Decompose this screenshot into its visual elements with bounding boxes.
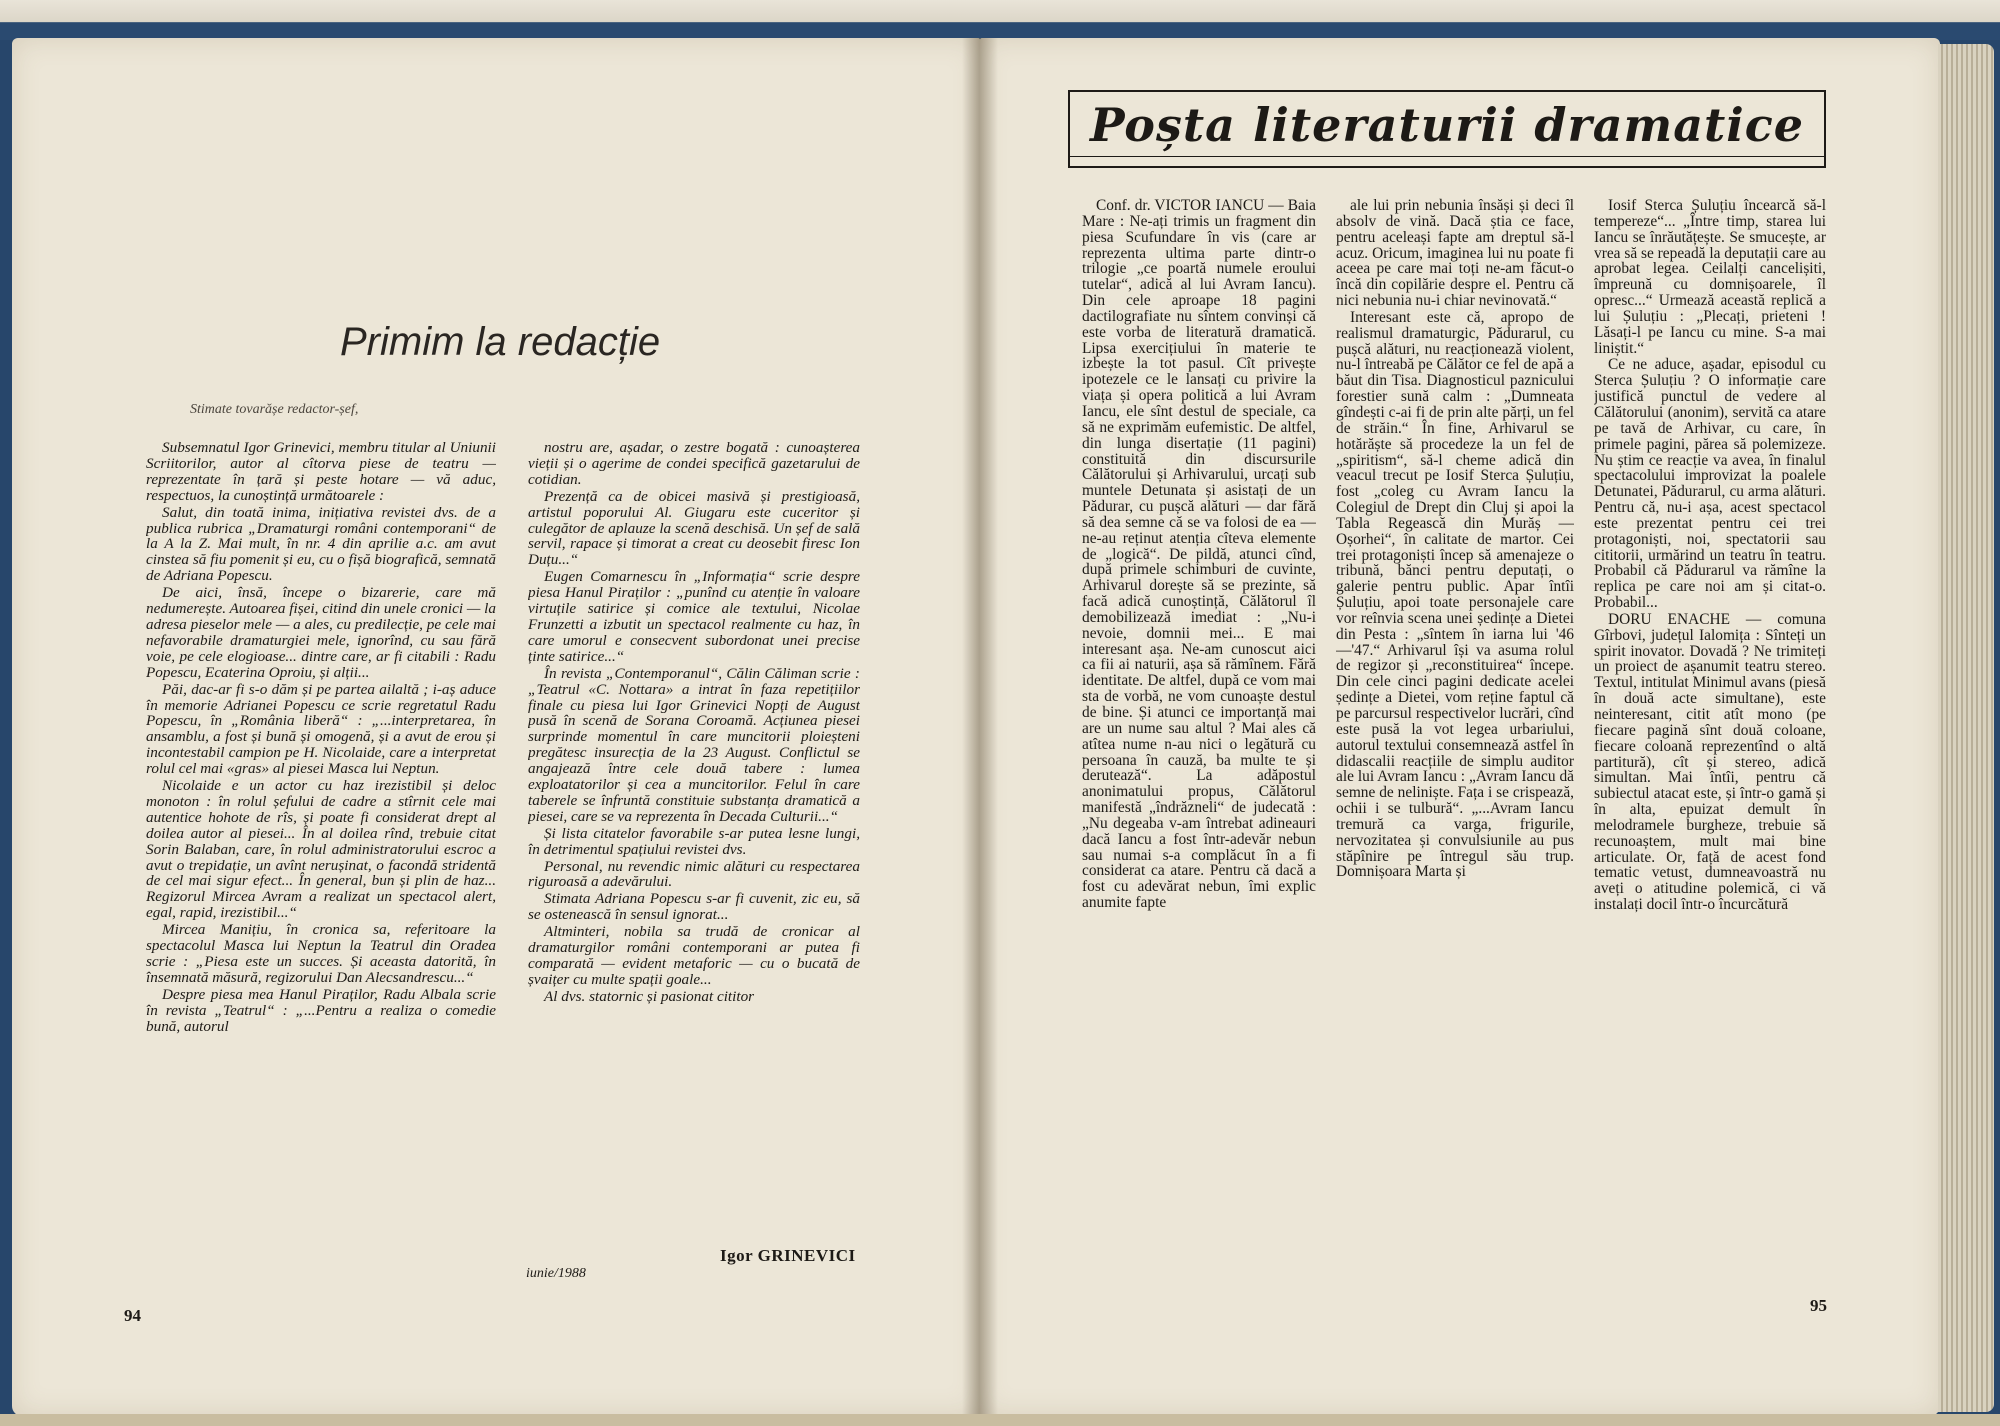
paragraph: DORU ENACHE — comuna Gîrbovi, județul Ialomița : Sînteți un spirit inovator. Dovadă ? Ne trimiteți un proiect de așanumit teatru stereo. Textul, intitulat Minimul avans (piesă în două acte simultane), este neinteresant, citit atît mono (pe fiecare pagină sînt două coloane, fiecare coloană reprezentînd o altă partitură), cît și stereo, adică simultan. Mai întîi, pentru că subiectul atacat este, și într-o gamă și în alta, epuizat demult în melodramele burgheze, trebuie să recunoaștem, mult mai bine articulate. Or, față de acest fond tematic vetust, dumneavoastră nu aveți o atitudine polemică, ci vă instalați docil într-o încurcătură [1594, 610, 1826, 914]
paragraph: Despre piesa mea Hanul Piraților, Radu Albala scrie în revista „Teatrul“ : „...Pentru a realiza o comedie bună, autorul [146, 985, 496, 1035]
paragraph: Personal, nu revendic nimic alături cu respectarea riguroasă a adevărului. [528, 857, 860, 891]
letter-column-2 [528, 440, 860, 1320]
paragraph: Prezență ca de obicei masivă și prestigioasă, artistul poporului Al. Giugaru este cuceritor și culegător de aplauze la scenă deschisă. Un șef de sală servil, rapace și timorat a creat cu deosebit firesc Ion Duțu...“ [528, 487, 860, 569]
page-number-right: 95 [1810, 1296, 1827, 1315]
paragraph: În revista „Contemporanul“, Călin Căliman scrie : „Teatrul «C. Nottara» a intrat în faza repetițiilor finale cu piesa lui Igor Grinevici Nopți de August pusă în scenă de Sorana Coroamă. Acțiunea piesei surprinde momentul în care muncitorii ploieșteni pregătesc insurecția de la 23 August. Conflictul se angajează între cele două tabere : lumea exploatatorilor și cea a muncitorilor. Felul în care taberele se înfruntă constituie substanța dramatică a piesei, care se va reprezenta în Decada Culturii...“ [528, 664, 860, 825]
closing-line: Al dvs. statornic și pasionat cititor [544, 987, 755, 1005]
paragraph: Iosif Sterca Șuluțiu încearcă să-l tempereze“... „Între timp, starea lui Iancu se înrăutățește. Se smucește, ar vrea să se repeadă la deputații care au aprobat legea. Ceilalți cancelișiti, împreună cu domnișoarele, îl opresc...“ Urmează această replică a lui Șuluțiu : „Plecați, prieteni ! Lăsați-l pe Iancu cu mine. S-a mai liniștit.“ [1594, 198, 1826, 357]
paragraph: nostru are, așadar, o zestre bogată : cunoașterea vieții și o agerime de condei specifică gazetarului de cotidian. [528, 440, 860, 488]
paragraph: Păi, dac-ar fi s-o dăm și pe partea ailaltă ; i-aș aduce în memorie Adrianei Popescu ce scrie regretatul Radu Popescu, în „România liberă“ : „...interpretarea, în ansamblu, a fost și bună și omogenă, și a avut de erou și incontestabil campion pe H. Nicolaide, care a interpretat rolul cel mai «gras» al piesei Masca lui Neptun. [146, 680, 496, 778]
letter-date: iunie/1988 [526, 1266, 586, 1281]
page-edges [1938, 44, 1994, 1412]
signature: Igor GRINEVICI [720, 1246, 856, 1265]
paragraph: Interesant este că, apropo de realismul dramaturgic, Pădurarul, cu pușcă alături, nu reacționează violent, nu-l întreabă pe Călător ce fel de apă a băut din Tisa. Diagnosticul paznicului forestier sună calm : „Dumneata gîndești c-ai fi de prin alte părți, un fel de străin.“ În fine, Arhivarul se hotărăște să procedeze la un fel de „spiritism“, să-l cheme adică din veacul trecut pe Iosif Sterca Șuluțiu, fost „coleg cu Avram Iancu la Colegiul de Drept din Cluj și apoi la Tabla Regească din Murăș — Oșorhei“, în calitate de martor. Cei trei protagoniști încep să amenajeze o tribună, bănci pentru deputați, o galerie pentru public. Apar întîi Șuluțiu, apoi toate personajele care vor reînvia scena unei ședințe a Dietei din Pesta : „sîntem în iarna lui '46—'47.“ Arhivarul își va asuma rolul de regizor și „reconstituirea“ începe. Din cele cinci pagini dedicate acelei ședințe a Dietei, vom reține faptul că pe parcursul respectivelor lucrări, cînd este pusă la vot legea urbariului, autorul textului consemnează astfel în didascalii reacțiile de simplu auditor ale lui Avram Iancu : „Avram Iancu dă semne de neliniște. Fața i se crispează, ochii i se tulbură“. „...Avram Iancu tremură ca varga, frigurile, nervozitatea și convulsiunile au pus stăpînire pe întregul său trup. Domnișoara Marta și [1336, 308, 1574, 881]
paragraph: ale lui prin nebunia însăși și deci îl absolv de vină. Dacă știa ce face, pentru aceleași fapte am dreptul să-l acuz. Oricum, imaginea lui nu poate fi aceea pe care mai toți ne-am făcut-o încă din copilărie despre el. Pentru că nici nebunia nu-i chiar nevinovată.“ [1336, 198, 1574, 310]
paragraph: Nicolaide e un actor cu haz irezistibil și deloc monoton : în rolul șefului de cadre a stîrnit cele mai autentice hohote de rîs, și poate fi considerat drept al doilea autor al piesei... În al doilea rînd, trebuie citat Sorin Balaban, care, în rolul administratorului escroc a avut o trepidație, un avînt nerușinat, o facondă stridentă de cel mai sigur efect... În general, bun și plin de haz... Regizorul Mircea Avram a realizat un spectacol alert, egal, rapid, irezistibil...“ [146, 777, 496, 922]
paragraph: Salut, din toată inima, inițiativa revistei dvs. de a publica rubrica „Dramaturgi români contemporani“ de la A la Z. Mai mult, în nr. 4 din aprilie a.c. am avut cinstea să fiu pomenit și eu, cu o fișă biografică, semnată de Adriana Popescu. [146, 503, 496, 585]
mail-column-3 [1594, 198, 1826, 1273]
section-title: Poșta literaturii dramatice [1089, 98, 1805, 152]
letter-column-1 [146, 440, 496, 1280]
book-bottom-edge [0, 1414, 2000, 1426]
paragraph: Mircea Manițiu, în cronica sa, referitoare la spectacolul Masca lui Neptun la Teatrul din Oradea scrie : „Piesa este un succes. Și aceasta datorită, în însemnată măsură, regizorului Dan Alecsandrescu...“ [146, 921, 496, 986]
paragraph: De aici, însă, începe o bizarerie, care mă nedumerește. Autoarea fișei, citind din unele cronici — la adresa pieselor mele — a ales, cu predilecție, pe cele mai nefavorabile dramaturgiei mele, ignorînd, cu sau fără voie, pe cele elogioase... dintre care, ar fi citabili : Radu Popescu, Ecaterina Oproiu, și alții... [146, 584, 496, 681]
paragraph: Altminteri, nobila sa trudă de cronicar al dramaturgilor români contemporani ar putea fi comparată — evident metaforic — cu o bucată de șvaițer cu multe spații goale... [528, 923, 860, 988]
mail-column-2 [1336, 198, 1574, 1273]
mail-column-1 [1082, 198, 1316, 1273]
paragraph: Și lista citatelor favorabile s-ar putea lesne lungi, în detrimentul spațiului revistei dvs. [528, 824, 860, 858]
paragraph: Conf. dr. VICTOR IANCU — Baia Mare : Ne-ați trimis un fragment din piesa Scufundare în vis (care ar reprezenta ultima parte dintr-o trilogie „ce poartă numele eroului tutelar“, adică al lui Avram Iancu). Din cele aproape 18 pagini dactilografiate nu sîntem convinși că este vorba de literatură dramatică. Lipsa exercițiului în materie te izbește la tot pasul. Cît privește ipotezele ce le lansați cu privire la viața și opera politică a lui Avram Iancu, ele sînt destul de speciale, ca să ne exprimăm eufemistic. De altfel, din lunga disertație (11 pagini) constituită din discursurile Călătorului și Arhivarului, urcați sub muntele Detunata și asistați de un Pădurar, cu pușcă alături — dar fără să dea semne că se va folosi de ea — ne-au reținut atenția cîteva elemente de „logică“. De pildă, atunci cînd, după primele schimburi de cuvinte, Arhivarul dorește să se prezinte, să facă adică cunoștință, Călătorul îl demobilizează imediat : „Nu-i nevoie, domnii mei... E mai interesant așa. Ne-am cunoscut aici ca fii ai naturii, așa să rămînem. Fără identitate. De altfel, după ce vom mai sta de vorbă, ne vom cunoaște destul de bine. Și atunci ce importanță mai are un nume sau altul ? Mai ales că atîtea nume n-au nici o legătură cu persoana în cauză, ba multe te și derutează“. La adăpostul anonimatului propus, Călătorul manifestă „îndrăzneli“ de judecată : „Nu degeaba v-am întrebat adineauri dacă Iancu a fost într-adevăr nebun sau numai s-a complăcut în a fi considerat ca atare. Pentru că dacă a fost cu adevărat nebun, îmi explic anumite fapte [1082, 198, 1316, 912]
article-title: Primim la redacție [340, 320, 661, 364]
book-gutter [962, 38, 998, 1416]
paragraph: Eugen Comarnescu în „Informația“ scrie despre piesa Hanul Piraților : „punînd cu atenție în valoare virtuțile satirice și comice ale textului, Nicolae Frunzetti a izbutit un spectacol realmente cu haz, în care umorul e consecvent subordonat unei precise ținte satirice...“ [528, 568, 860, 665]
paragraph: Subsemnatul Igor Grinevici, membru titular al Uniunii Scriitorilor, autor al cîtorva piese de teatru — reprezentate în țară și peste hotare — vă aduc, respectuos, la cunoștință următoarele : [146, 440, 496, 504]
paragraph: Ce ne aduce, așadar, episodul cu Sterca Șuluțiu ? O informație care justifică punctul de vedere al Călătorului (anonim), servită ca atare pe tavă de Arhivar, cu care, în primele pagini, părea să polemizeze. Nu știm ce reacție va avea, în finalul spectacolului improvizat la poalele Detunatei, Pădurarul, cu arma alături. Pentru că, nu-i așa, acest spectacol este prezentat pentru cei trei protagoniști, noi, spectatorii sau cititorii, urmărind un teatru în teatru. Probabil că Pădurarul va rămîne la replica pe care noi am și citat-o. Probabil... [1594, 356, 1826, 612]
section-header [1068, 90, 1826, 168]
paragraph: Stimata Adriana Popescu s-ar fi cuvenit, zic eu, să se ostenească în sensul ignorat... [528, 890, 860, 924]
salutation: Stimate tovarășe redactor-șef, [190, 402, 359, 417]
book-top-edge [0, 0, 2000, 40]
page-number-left: 94 [124, 1306, 141, 1325]
